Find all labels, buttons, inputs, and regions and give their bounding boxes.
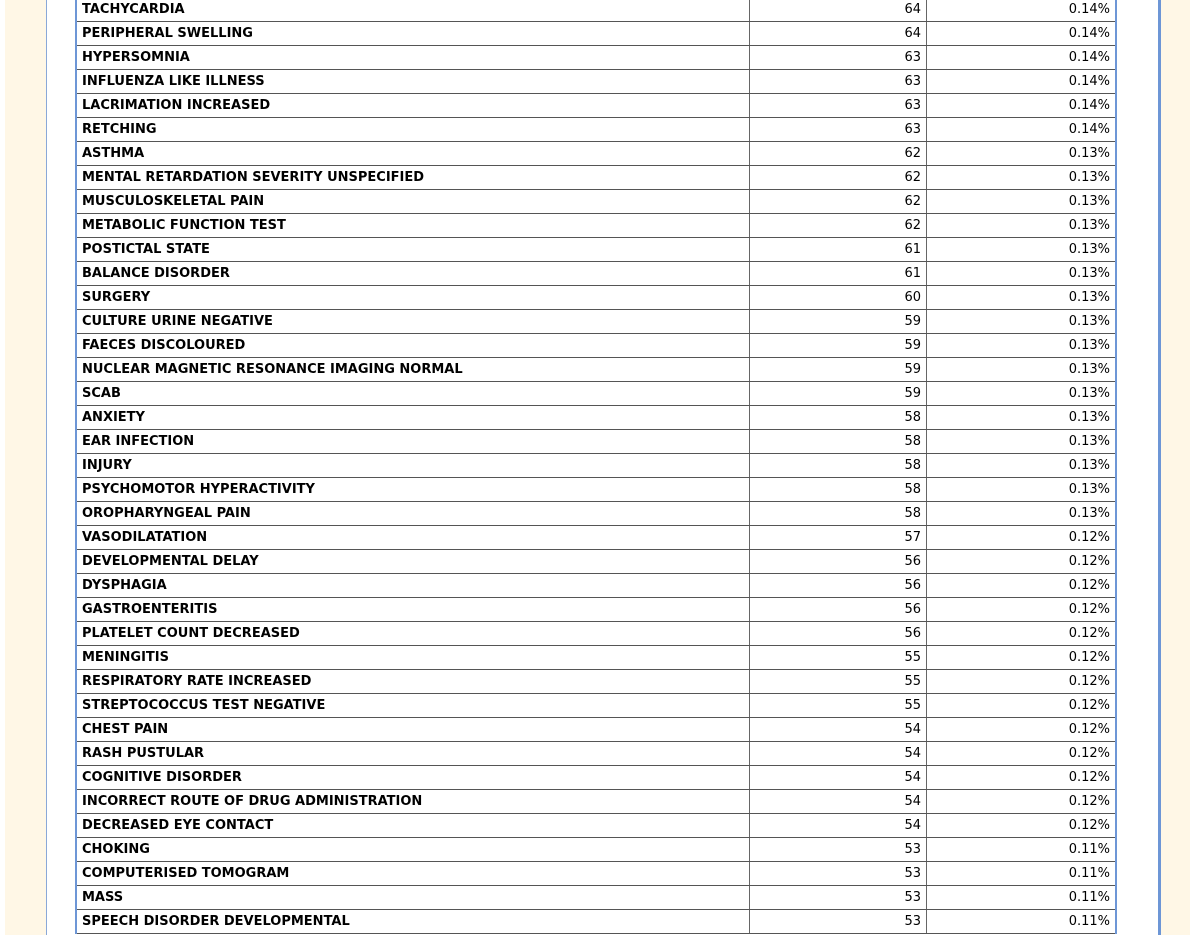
table-row bbox=[76, 886, 1116, 910]
table-row bbox=[76, 166, 1116, 190]
table-row bbox=[76, 22, 1116, 46]
count-cell: 56 bbox=[750, 622, 927, 646]
term-cell: SCAB bbox=[76, 382, 750, 406]
term-cell: DECREASED EYE CONTACT bbox=[76, 814, 750, 838]
term-cell: INCORRECT ROUTE OF DRUG ADMINISTRATION bbox=[76, 790, 750, 814]
term-cell: CHOKING bbox=[76, 838, 750, 862]
table-row bbox=[76, 622, 1116, 646]
count-cell: 53 bbox=[750, 886, 927, 910]
count-cell: 54 bbox=[750, 766, 927, 790]
percent-cell: 0.12% bbox=[927, 790, 1117, 814]
term-cell: PERIPHERAL SWELLING bbox=[76, 22, 750, 46]
table-row bbox=[76, 0, 1116, 22]
percent-cell: 0.12% bbox=[927, 526, 1117, 550]
percent-cell: 0.13% bbox=[927, 166, 1117, 190]
percent-cell: 0.13% bbox=[927, 478, 1117, 502]
count-cell: 58 bbox=[750, 502, 927, 526]
count-cell: 63 bbox=[750, 70, 927, 94]
table-row bbox=[76, 406, 1116, 430]
count-cell: 53 bbox=[750, 838, 927, 862]
count-cell: 55 bbox=[750, 694, 927, 718]
table-row bbox=[76, 262, 1116, 286]
percent-cell: 0.14% bbox=[927, 94, 1117, 118]
percent-cell: 0.11% bbox=[927, 910, 1117, 934]
term-cell: EAR INFECTION bbox=[76, 430, 750, 454]
term-cell: COMPUTERISED TOMOGRAM bbox=[76, 862, 750, 886]
count-cell: 56 bbox=[750, 574, 927, 598]
percent-cell: 0.13% bbox=[927, 406, 1117, 430]
percent-cell: 0.12% bbox=[927, 694, 1117, 718]
term-cell: SPEECH DISORDER DEVELOPMENTAL bbox=[76, 910, 750, 934]
term-cell: METABOLIC FUNCTION TEST bbox=[76, 214, 750, 238]
table-row bbox=[76, 598, 1116, 622]
count-cell: 58 bbox=[750, 454, 927, 478]
percent-cell: 0.11% bbox=[927, 838, 1117, 862]
percent-cell: 0.13% bbox=[927, 142, 1117, 166]
table-row bbox=[76, 694, 1116, 718]
count-cell: 61 bbox=[750, 238, 927, 262]
percent-cell: 0.14% bbox=[927, 22, 1117, 46]
percent-cell: 0.12% bbox=[927, 646, 1117, 670]
term-cell: INJURY bbox=[76, 454, 750, 478]
percent-cell: 0.12% bbox=[927, 622, 1117, 646]
term-cell: MUSCULOSKELETAL PAIN bbox=[76, 190, 750, 214]
table-row bbox=[76, 382, 1116, 406]
term-cell: PLATELET COUNT DECREASED bbox=[76, 622, 750, 646]
symptom-frequency-table bbox=[75, 0, 1117, 934]
table-row bbox=[76, 742, 1116, 766]
count-cell: 58 bbox=[750, 406, 927, 430]
table-row bbox=[76, 790, 1116, 814]
count-cell: 55 bbox=[750, 670, 927, 694]
percent-cell: 0.11% bbox=[927, 886, 1117, 910]
count-cell: 62 bbox=[750, 166, 927, 190]
table-row bbox=[76, 670, 1116, 694]
count-cell: 62 bbox=[750, 142, 927, 166]
table-row bbox=[76, 814, 1116, 838]
term-cell: CHEST PAIN bbox=[76, 718, 750, 742]
count-cell: 55 bbox=[750, 646, 927, 670]
percent-cell: 0.11% bbox=[927, 862, 1117, 886]
table-row bbox=[76, 358, 1116, 382]
term-cell: INFLUENZA LIKE ILLNESS bbox=[76, 70, 750, 94]
percent-cell: 0.13% bbox=[927, 238, 1117, 262]
count-cell: 59 bbox=[750, 334, 927, 358]
term-cell: VASODILATATION bbox=[76, 526, 750, 550]
count-cell: 59 bbox=[750, 358, 927, 382]
term-cell: ASTHMA bbox=[76, 142, 750, 166]
term-cell: LACRIMATION INCREASED bbox=[76, 94, 750, 118]
term-cell: SURGERY bbox=[76, 286, 750, 310]
term-cell: STREPTOCOCCUS TEST NEGATIVE bbox=[76, 694, 750, 718]
count-cell: 56 bbox=[750, 598, 927, 622]
percent-cell: 0.13% bbox=[927, 502, 1117, 526]
count-cell: 63 bbox=[750, 118, 927, 142]
term-cell: RETCHING bbox=[76, 118, 750, 142]
table-row bbox=[76, 190, 1116, 214]
percent-cell: 0.13% bbox=[927, 190, 1117, 214]
percent-cell: 0.12% bbox=[927, 742, 1117, 766]
percent-cell: 0.12% bbox=[927, 766, 1117, 790]
term-cell: DYSPHAGIA bbox=[76, 574, 750, 598]
percent-cell: 0.14% bbox=[927, 118, 1117, 142]
count-cell: 59 bbox=[750, 310, 927, 334]
count-cell: 59 bbox=[750, 382, 927, 406]
percent-cell: 0.13% bbox=[927, 286, 1117, 310]
count-cell: 57 bbox=[750, 526, 927, 550]
count-cell: 53 bbox=[750, 910, 927, 934]
count-cell: 63 bbox=[750, 94, 927, 118]
count-cell: 64 bbox=[750, 22, 927, 46]
count-cell: 64 bbox=[750, 0, 927, 22]
percent-cell: 0.12% bbox=[927, 598, 1117, 622]
table-row bbox=[76, 862, 1116, 886]
term-cell: PSYCHOMOTOR HYPERACTIVITY bbox=[76, 478, 750, 502]
term-cell: RASH PUSTULAR bbox=[76, 742, 750, 766]
table-body bbox=[76, 0, 1116, 934]
count-cell: 61 bbox=[750, 262, 927, 286]
percent-cell: 0.13% bbox=[927, 310, 1117, 334]
term-cell: COGNITIVE DISORDER bbox=[76, 766, 750, 790]
percent-cell: 0.13% bbox=[927, 214, 1117, 238]
term-cell: BALANCE DISORDER bbox=[76, 262, 750, 286]
table-row bbox=[76, 214, 1116, 238]
percent-cell: 0.12% bbox=[927, 574, 1117, 598]
percent-cell: 0.12% bbox=[927, 550, 1117, 574]
table-row bbox=[76, 526, 1116, 550]
percent-cell: 0.12% bbox=[927, 814, 1117, 838]
term-cell: NUCLEAR MAGNETIC RESONANCE IMAGING NORMAL bbox=[76, 358, 750, 382]
table-row bbox=[76, 550, 1116, 574]
count-cell: 54 bbox=[750, 718, 927, 742]
table-row bbox=[76, 286, 1116, 310]
term-cell: OROPHARYNGEAL PAIN bbox=[76, 502, 750, 526]
count-cell: 58 bbox=[750, 430, 927, 454]
term-cell: GASTROENTERITIS bbox=[76, 598, 750, 622]
table-row bbox=[76, 142, 1116, 166]
percent-cell: 0.12% bbox=[927, 670, 1117, 694]
table-row bbox=[76, 70, 1116, 94]
table-row bbox=[76, 838, 1116, 862]
count-cell: 63 bbox=[750, 46, 927, 70]
table-row bbox=[76, 766, 1116, 790]
term-cell: CULTURE URINE NEGATIVE bbox=[76, 310, 750, 334]
table-row bbox=[76, 46, 1116, 70]
percent-cell: 0.13% bbox=[927, 382, 1117, 406]
count-cell: 56 bbox=[750, 550, 927, 574]
table-row bbox=[76, 118, 1116, 142]
table-row bbox=[76, 718, 1116, 742]
percent-cell: 0.13% bbox=[927, 358, 1117, 382]
table-row bbox=[76, 454, 1116, 478]
term-cell: TACHYCARDIA bbox=[76, 0, 750, 22]
term-cell: MASS bbox=[76, 886, 750, 910]
table-row bbox=[76, 574, 1116, 598]
table-row bbox=[76, 430, 1116, 454]
term-cell: RESPIRATORY RATE INCREASED bbox=[76, 670, 750, 694]
percent-cell: 0.14% bbox=[927, 0, 1117, 22]
percent-cell: 0.14% bbox=[927, 70, 1117, 94]
term-cell: ANXIETY bbox=[76, 406, 750, 430]
count-cell: 54 bbox=[750, 790, 927, 814]
table-row bbox=[76, 238, 1116, 262]
term-cell: MENTAL RETARDATION SEVERITY UNSPECIFIED bbox=[76, 166, 750, 190]
count-cell: 62 bbox=[750, 214, 927, 238]
count-cell: 53 bbox=[750, 862, 927, 886]
term-cell: MENINGITIS bbox=[76, 646, 750, 670]
percent-cell: 0.12% bbox=[927, 718, 1117, 742]
table-row bbox=[76, 94, 1116, 118]
term-cell: DEVELOPMENTAL DELAY bbox=[76, 550, 750, 574]
table-row bbox=[76, 334, 1116, 358]
percent-cell: 0.13% bbox=[927, 430, 1117, 454]
table-row bbox=[76, 502, 1116, 526]
term-cell: HYPERSOMNIA bbox=[76, 46, 750, 70]
percent-cell: 0.13% bbox=[927, 262, 1117, 286]
table-row bbox=[76, 310, 1116, 334]
term-cell: POSTICTAL STATE bbox=[76, 238, 750, 262]
count-cell: 54 bbox=[750, 742, 927, 766]
term-cell: FAECES DISCOLOURED bbox=[76, 334, 750, 358]
count-cell: 62 bbox=[750, 190, 927, 214]
percent-cell: 0.13% bbox=[927, 334, 1117, 358]
count-cell: 54 bbox=[750, 814, 927, 838]
table-row bbox=[76, 646, 1116, 670]
count-cell: 60 bbox=[750, 286, 927, 310]
count-cell: 58 bbox=[750, 478, 927, 502]
table-row bbox=[76, 910, 1116, 934]
percent-cell: 0.13% bbox=[927, 454, 1117, 478]
percent-cell: 0.14% bbox=[927, 46, 1117, 70]
table-row bbox=[76, 478, 1116, 502]
